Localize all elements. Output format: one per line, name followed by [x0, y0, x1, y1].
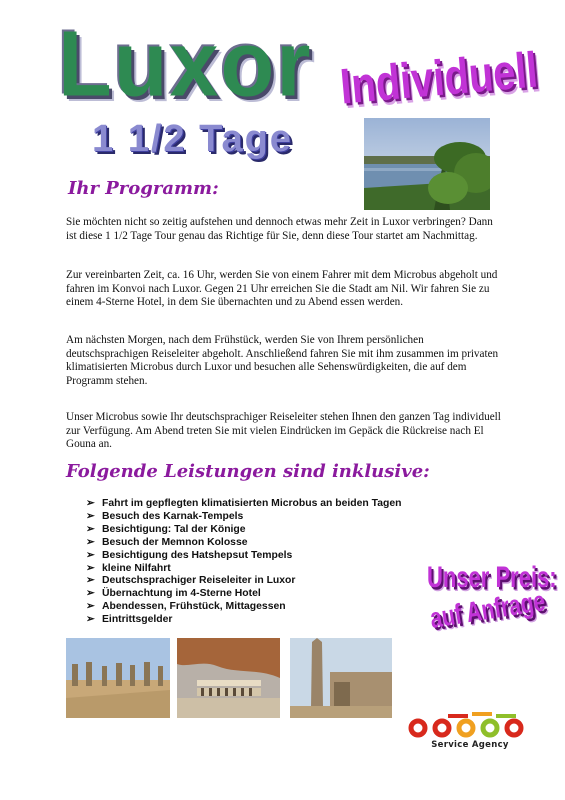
list-item [86, 614, 401, 627]
list-item [86, 550, 401, 563]
price-value: auf Anfrage [428, 585, 548, 635]
tagline-individuell: Individuell [338, 42, 540, 115]
list-item [86, 511, 401, 524]
arrow-bullet-icon: ➢ [86, 498, 95, 509]
heading-program: Ihr Programm: [68, 178, 219, 199]
logo-tagline: Service Agency [431, 740, 509, 750]
program-paragraph: Unser Microbus sowie Ihr deutschsprachiger Reiseleiter stehen Ihnen den ganzen Tag individuell zur Verfügung. Am Abend treten Sie mit vielen Eindrücken im Gepäck die Rückreise nach El Gouna an. [66, 411, 501, 451]
arrow-bullet-icon: ➢ [86, 523, 95, 535]
title-luxor: Luxor [58, 11, 313, 116]
arrow-bullet-icon: ➢ [86, 562, 95, 574]
service-item-label: Übernachtung im 4-Sterne Hotel [102, 588, 261, 600]
arrow-bullet-icon: ➢ [86, 549, 95, 561]
price-label: Unser Preis: [427, 560, 557, 594]
service-item-label: kleine Nilfahrt [102, 562, 171, 574]
service-item-label: Besichtigung des Hatshepsut Tempels [102, 549, 293, 561]
list-item [86, 498, 401, 511]
arrow-bullet-icon: ➢ [86, 588, 95, 600]
arrow-bullet-icon: ➢ [86, 510, 95, 522]
photo-hatshepsut-temple [177, 638, 280, 718]
program-paragraph: Sie möchten nicht so zeitig aufstehen und dennoch etwas mehr Zeit in Luxor verbringen? Dann ist diese 1 1/2 Tage Tour genau das Richtige für Sie, denn diese Tour startet am Nachmittag. [66, 216, 493, 242]
service-item-label: Deutschsprachiger Reiseleiter in Luxor [102, 575, 296, 587]
photo-nile-landscape [364, 118, 490, 210]
arrow-bullet-icon: ➢ [86, 575, 95, 587]
service-item-label: Eintrittsgelder [102, 614, 173, 626]
services-list [86, 498, 401, 627]
program-paragraph: Zur vereinbarten Zeit, ca. 16 Uhr, werden Sie von einem Fahrer mit dem Microbus abgeholt und fahren im Konvoi nach Luxor. Gegen 21 Uhr erreichen Sie die Stadt am Nil. Wir fahren Sie zu einem 4-Sterne Hotel, in dem Sie übernachten und zu Abend essen werden. [66, 269, 498, 309]
service-item-label: Abendessen, Frühstück, Mittagessen [102, 601, 286, 613]
list-item [86, 524, 401, 537]
program-paragraph: Am nächsten Morgen, nach dem Frühstück, werden Sie von Ihrem persönlichen deutschsprachigen Reiseleiter abgeholt. Anschließend fahren Sie mit ihm zusammen im privaten klimatisierten Microbus durch Luxor und besuchen alle Sehenswürdigkeiten, die auf dem Programm stehen. [66, 334, 499, 387]
list-item [86, 575, 401, 588]
arrow-bullet-icon: ➢ [86, 536, 95, 548]
photo-luxor-obelisk [290, 638, 392, 718]
list-item [86, 537, 401, 550]
list-item [86, 563, 401, 576]
service-item-label: Besuch des Karnak-Tempels [102, 510, 244, 522]
service-item-label: Besuch der Memnon Kolosse [102, 536, 248, 548]
service-item-label: Besichtigung: Tal der Könige [102, 523, 246, 535]
list-item [86, 588, 401, 601]
photo-karnak-temple [66, 638, 170, 718]
duration-subtitle: 1 1/2 Tage [92, 118, 293, 160]
service-item-label: Fahrt im gepflegten klimatisierten Microbus an beiden Tagen [102, 498, 402, 509]
arrow-bullet-icon: ➢ [86, 601, 95, 613]
list-item [86, 601, 401, 614]
heading-services: Folgende Leistungen sind inklusive: [66, 461, 430, 482]
arrow-bullet-icon: ➢ [86, 614, 95, 626]
